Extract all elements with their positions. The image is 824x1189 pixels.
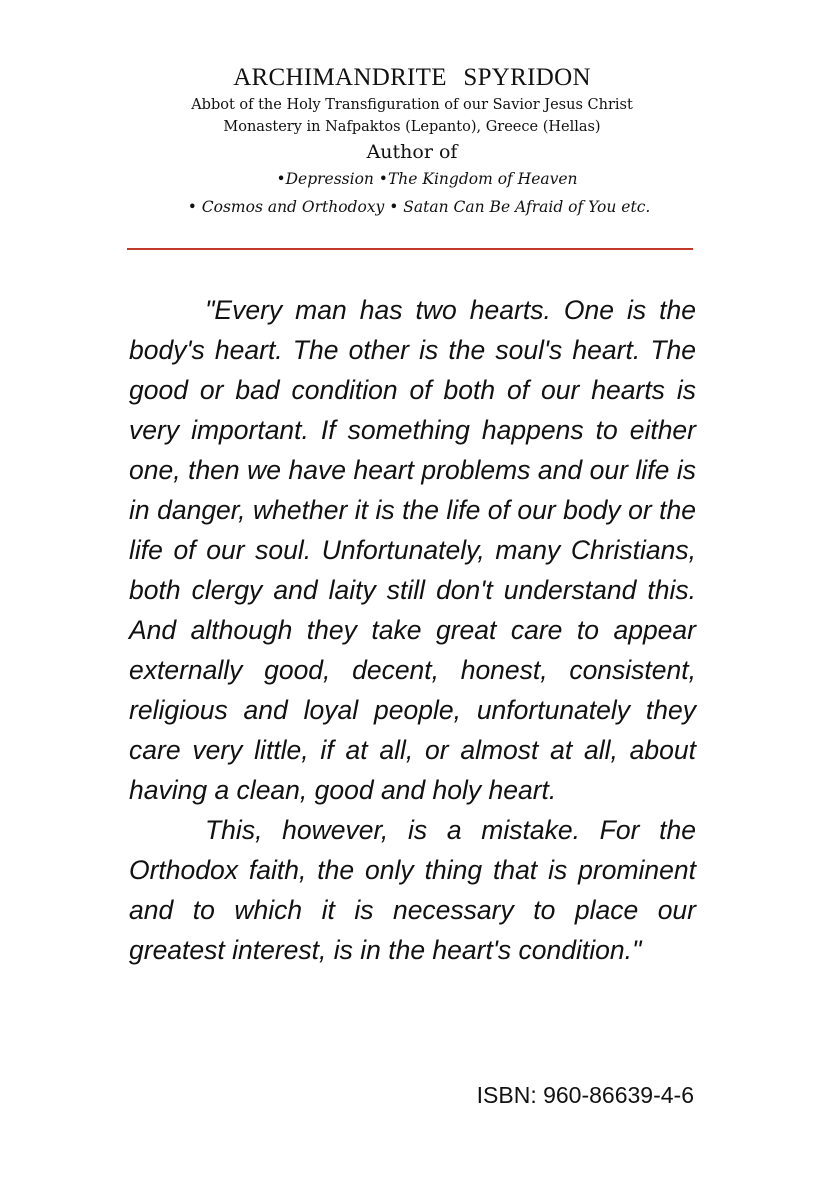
subtitle-line-1: Abbot of the Holy Transfiguration of our Savior Jesus Christ (191, 97, 633, 113)
author-name: ARCHIMANDRITE SPYRIDON (233, 64, 591, 91)
isbn-number: ISBN: 960-86639-4-6 (476, 1082, 694, 1108)
subtitle-line-2: Monastery in Nafpaktos (Lepanto), Greece (Hellas) (223, 119, 601, 135)
header (0, 62, 824, 221)
works-line-2: • Cosmos and Orthodoxy • Satan Can Be Afraid of You etc. (187, 198, 651, 216)
quote-paragraph-1: "Every man has two hearts. One is the body's heart. The other is the soul's heart. The good or bad condition of both of our hearts is very important. If something happens to either one, then we have heart problems and our life is in danger, whether it is the life of our body or the life of our soul. Unfortunately, many Christians, both clergy and laity still don't understand this. And although they take great care to appear externally good, decent, honest, consistent, religious and loyal people, unfortunately they care very little, if at all, or almost at all, about having a clean, good and holy heart. (129, 295, 696, 805)
works-line-1: •Depression •The Kingdom of Heaven (276, 170, 578, 188)
quote-body (129, 290, 696, 970)
author-of-label: Author of (366, 141, 458, 163)
header-divider (127, 248, 693, 250)
quote-paragraph-2: This, however, is a mistake. For the Orthodox faith, the only thing that is prominent and to which it is necessary to place our greatest interest, is in the heart's condition." (129, 815, 696, 965)
